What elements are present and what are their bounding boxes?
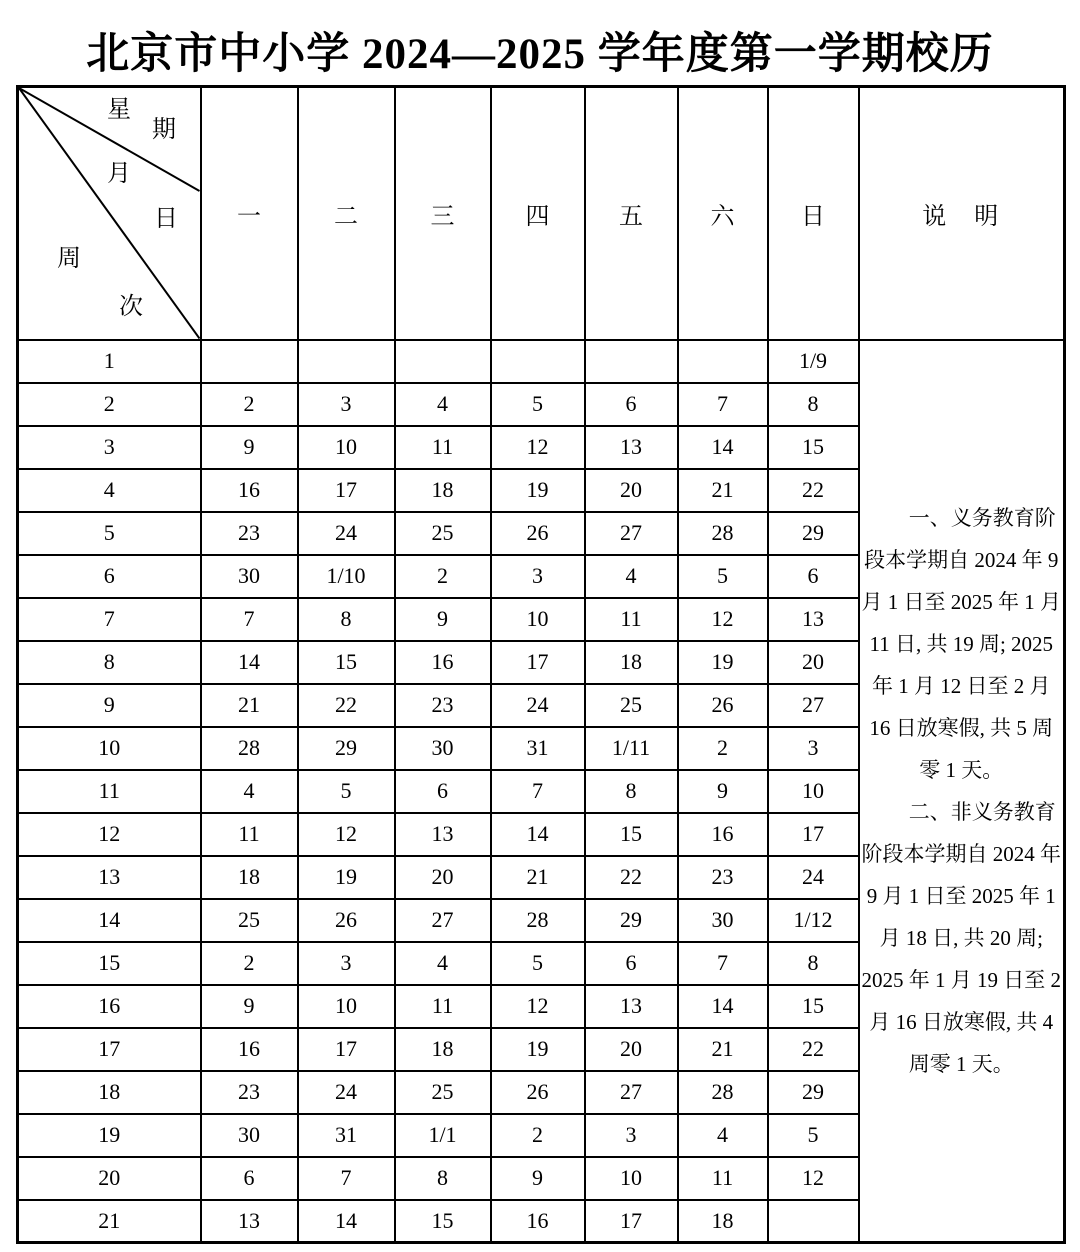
date-cell: 19	[298, 856, 395, 899]
date-cell: 25	[395, 512, 491, 555]
date-cell: 22	[768, 469, 859, 512]
date-cell: 11	[201, 813, 298, 856]
notes-paragraph: 二、非义务教育阶段本学期自 2024 年 9 月 1 日至 2025 年 1 月 18 日, 共 20 周; 2025 年 1 月 19 日至 2 月 16 日放寒假, 共 4 周零 1 天。	[861, 799, 1061, 1076]
date-cell: 30	[395, 727, 491, 770]
date-cell: 10	[491, 598, 585, 641]
date-cell: 11	[395, 985, 491, 1028]
date-cell: 4	[395, 942, 491, 985]
date-cell: 29	[585, 899, 678, 942]
date-cell: 30	[678, 899, 768, 942]
date-cell: 15	[768, 426, 859, 469]
date-cell: 29	[768, 512, 859, 555]
date-cell: 16	[678, 813, 768, 856]
date-cell: 13	[201, 1200, 298, 1243]
date-cell: 29	[768, 1071, 859, 1114]
date-cell: 28	[678, 1071, 768, 1114]
date-cell: 2	[201, 942, 298, 985]
date-cell: 20	[585, 469, 678, 512]
calendar-row	[18, 340, 1065, 383]
header-row	[18, 87, 1065, 340]
week-number-cell: 19	[18, 1114, 201, 1157]
weekday-header-sun: 日	[768, 87, 859, 340]
week-number-cell: 12	[18, 813, 201, 856]
date-cell: 25	[585, 684, 678, 727]
date-cell	[491, 340, 585, 383]
week-number-cell: 6	[18, 555, 201, 598]
date-cell: 5	[768, 1114, 859, 1157]
date-cell: 12	[491, 985, 585, 1028]
week-number-cell: 17	[18, 1028, 201, 1071]
date-cell: 24	[298, 1071, 395, 1114]
date-cell: 26	[491, 1071, 585, 1114]
week-number-cell: 13	[18, 856, 201, 899]
week-number-cell: 3	[18, 426, 201, 469]
date-cell: 6	[585, 942, 678, 985]
date-cell: 22	[585, 856, 678, 899]
date-cell: 2	[395, 555, 491, 598]
date-cell: 15	[585, 813, 678, 856]
week-number-cell: 2	[18, 383, 201, 426]
date-cell: 15	[768, 985, 859, 1028]
corner-label-weekday-1: 星	[107, 97, 131, 123]
date-cell: 3	[491, 555, 585, 598]
date-cell: 27	[395, 899, 491, 942]
date-cell: 12	[768, 1157, 859, 1200]
date-cell: 10	[298, 985, 395, 1028]
date-cell: 2	[678, 727, 768, 770]
weekday-header-mon: 一	[201, 87, 298, 340]
date-cell: 16	[201, 469, 298, 512]
date-cell: 22	[298, 684, 395, 727]
date-cell: 9	[678, 770, 768, 813]
date-cell: 7	[491, 770, 585, 813]
date-cell: 13	[585, 985, 678, 1028]
date-cell	[678, 340, 768, 383]
date-cell: 18	[678, 1200, 768, 1243]
date-cell: 8	[768, 383, 859, 426]
date-cell: 17	[768, 813, 859, 856]
corner-label-monthday-2: 日	[154, 206, 178, 232]
date-cell: 17	[298, 1028, 395, 1071]
date-cell: 31	[298, 1114, 395, 1157]
date-cell: 8	[298, 598, 395, 641]
date-cell: 6	[585, 383, 678, 426]
page-title: 北京市中小学 2024—2025 学年度第一学期校历	[86, 31, 994, 78]
date-cell: 4	[585, 555, 678, 598]
date-cell: 20	[585, 1028, 678, 1071]
date-cell: 16	[201, 1028, 298, 1071]
date-cell: 2	[491, 1114, 585, 1157]
date-cell: 21	[491, 856, 585, 899]
week-number-cell: 21	[18, 1200, 201, 1243]
date-cell: 16	[491, 1200, 585, 1243]
date-cell: 8	[768, 942, 859, 985]
date-cell: 17	[585, 1200, 678, 1243]
date-cell: 1/10	[298, 555, 395, 598]
date-cell	[201, 340, 298, 383]
date-cell: 19	[491, 469, 585, 512]
date-cell: 7	[678, 942, 768, 985]
week-number-cell: 20	[18, 1157, 201, 1200]
date-cell: 31	[491, 727, 585, 770]
week-number-cell: 14	[18, 899, 201, 942]
date-cell: 26	[678, 684, 768, 727]
date-cell: 18	[395, 469, 491, 512]
date-cell: 12	[298, 813, 395, 856]
date-cell: 26	[491, 512, 585, 555]
date-cell: 8	[395, 1157, 491, 1200]
date-cell: 18	[585, 641, 678, 684]
date-cell: 7	[678, 383, 768, 426]
week-number-cell: 9	[18, 684, 201, 727]
date-cell: 10	[585, 1157, 678, 1200]
date-cell: 3	[585, 1114, 678, 1157]
date-cell: 10	[768, 770, 859, 813]
date-cell: 1/9	[768, 340, 859, 383]
date-cell	[768, 1200, 859, 1243]
date-cell: 5	[298, 770, 395, 813]
date-cell: 13	[585, 426, 678, 469]
date-cell: 29	[298, 727, 395, 770]
week-number-cell: 16	[18, 985, 201, 1028]
date-cell: 10	[298, 426, 395, 469]
date-cell: 27	[585, 1071, 678, 1114]
calendar-body	[18, 340, 1065, 1243]
date-cell: 23	[395, 684, 491, 727]
date-cell: 20	[395, 856, 491, 899]
date-cell: 27	[768, 684, 859, 727]
week-number-cell: 1	[18, 340, 201, 383]
date-cell: 13	[395, 813, 491, 856]
date-cell: 14	[491, 813, 585, 856]
date-cell: 19	[491, 1028, 585, 1071]
date-cell: 14	[298, 1200, 395, 1243]
corner-label-weekday-2: 期	[152, 117, 176, 143]
date-cell: 8	[585, 770, 678, 813]
date-cell: 11	[395, 426, 491, 469]
date-cell	[585, 340, 678, 383]
week-number-cell: 8	[18, 641, 201, 684]
date-cell: 24	[491, 684, 585, 727]
date-cell: 2	[201, 383, 298, 426]
weekday-header-sat: 六	[678, 87, 768, 340]
corner-label-weeknum-2: 次	[119, 294, 143, 320]
date-cell: 14	[201, 641, 298, 684]
date-cell: 21	[201, 684, 298, 727]
date-cell: 6	[768, 555, 859, 598]
date-cell: 28	[201, 727, 298, 770]
date-cell: 15	[298, 641, 395, 684]
weekday-header-wed: 三	[395, 87, 491, 340]
date-cell: 25	[201, 899, 298, 942]
date-cell: 3	[298, 942, 395, 985]
date-cell: 14	[678, 985, 768, 1028]
corner-label-weeknum-1: 周	[57, 246, 81, 272]
date-cell: 28	[678, 512, 768, 555]
date-cell: 9	[201, 426, 298, 469]
date-cell: 20	[768, 641, 859, 684]
date-cell: 4	[395, 383, 491, 426]
week-number-cell: 15	[18, 942, 201, 985]
calendar-table	[16, 85, 1066, 1244]
date-cell: 9	[491, 1157, 585, 1200]
date-cell: 13	[768, 598, 859, 641]
date-cell: 19	[678, 641, 768, 684]
date-cell: 5	[491, 383, 585, 426]
date-cell: 18	[201, 856, 298, 899]
date-cell: 21	[678, 1028, 768, 1071]
date-cell: 15	[395, 1200, 491, 1243]
date-cell: 1/1	[395, 1114, 491, 1157]
date-cell: 4	[201, 770, 298, 813]
notes-header: 说 明	[859, 87, 1065, 340]
date-cell: 23	[678, 856, 768, 899]
date-cell: 27	[585, 512, 678, 555]
date-cell: 28	[491, 899, 585, 942]
date-cell: 22	[768, 1028, 859, 1071]
week-number-cell: 7	[18, 598, 201, 641]
date-cell: 30	[201, 1114, 298, 1157]
weekday-header-fri: 五	[585, 87, 678, 340]
date-cell: 23	[201, 512, 298, 555]
date-cell: 5	[678, 555, 768, 598]
date-cell: 18	[395, 1028, 491, 1071]
date-cell: 11	[678, 1157, 768, 1200]
date-cell: 6	[201, 1157, 298, 1200]
date-cell: 7	[201, 598, 298, 641]
date-cell: 9	[395, 598, 491, 641]
date-cell: 23	[201, 1071, 298, 1114]
date-cell: 30	[201, 555, 298, 598]
date-cell: 1/11	[585, 727, 678, 770]
date-cell: 4	[678, 1114, 768, 1157]
weekday-header-thu: 四	[491, 87, 585, 340]
week-number-cell: 11	[18, 770, 201, 813]
week-number-cell: 4	[18, 469, 201, 512]
date-cell: 16	[395, 641, 491, 684]
corner-label-monthday-1: 月	[107, 161, 131, 187]
date-cell: 6	[395, 770, 491, 813]
week-number-cell: 10	[18, 727, 201, 770]
date-cell: 3	[298, 383, 395, 426]
date-cell: 11	[585, 598, 678, 641]
weekday-header-tue: 二	[298, 87, 395, 340]
date-cell: 17	[491, 641, 585, 684]
week-number-cell: 5	[18, 512, 201, 555]
date-cell: 3	[768, 727, 859, 770]
date-cell	[395, 340, 491, 383]
date-cell: 24	[768, 856, 859, 899]
date-cell: 7	[298, 1157, 395, 1200]
date-cell: 5	[491, 942, 585, 985]
date-cell: 12	[491, 426, 585, 469]
date-cell: 25	[395, 1071, 491, 1114]
date-cell: 21	[678, 469, 768, 512]
week-number-cell: 18	[18, 1071, 201, 1114]
date-cell: 17	[298, 469, 395, 512]
date-cell: 24	[298, 512, 395, 555]
date-cell	[298, 340, 395, 383]
date-cell: 9	[201, 985, 298, 1028]
date-cell: 12	[678, 598, 768, 641]
date-cell: 14	[678, 426, 768, 469]
notes-paragraph: 一、义务教育阶段本学期自 2024 年 9 月 1 日至 2025 年 1 月 11 日, 共 19 周; 2025 年 1 月 12 日至 2 月 16 日放寒假, 共 5 周零 1 天。	[861, 505, 1061, 782]
corner-header-cell	[18, 87, 201, 340]
notes-cell	[859, 340, 1065, 1243]
date-cell: 1/12	[768, 899, 859, 942]
date-cell: 26	[298, 899, 395, 942]
